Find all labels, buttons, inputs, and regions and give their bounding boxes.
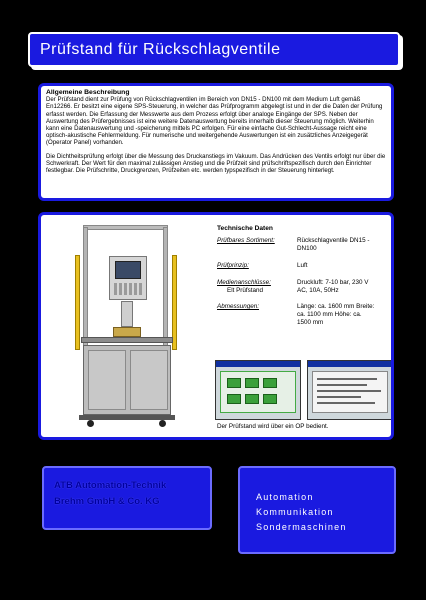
screen-field — [245, 378, 259, 388]
window-titlebar — [308, 361, 392, 367]
operator-panel-screen — [115, 261, 141, 279]
spec-row-abmessungen — [217, 303, 387, 329]
spec-label: Medienanschlüsse: — [217, 279, 271, 286]
op-screenshot-1 — [215, 360, 301, 420]
spec-value: Luft — [297, 262, 308, 269]
spec-label: Prüfbares Sortiment: — [217, 237, 275, 244]
valve-fixture — [113, 327, 141, 337]
frame-top — [83, 225, 168, 230]
screen-line — [317, 402, 375, 404]
company-name-line-2: Brehm GmbH & Co. KG — [54, 496, 160, 507]
technical-panel — [38, 212, 394, 440]
screen-field — [263, 394, 277, 404]
spec-label: Prüfprinzip: — [217, 262, 249, 269]
service-automation: Automation — [256, 492, 314, 502]
company-name-line-1: ATB Automation-Technik — [54, 480, 167, 491]
description-body — [46, 89, 388, 174]
window-content — [220, 371, 296, 413]
window-titlebar — [216, 361, 300, 367]
caster-left — [87, 420, 94, 427]
light-curtain-right — [172, 255, 177, 350]
description-paragraph-1: Der Prüfstand dient zur Prüfung von Rückschlagventilen im Bereich von DN15 - DN100 mit dem Medium Luft gemäß En12266. Er besitzt eine eigene SPS-Steuerung, in welcher das Prüfprogramm abgelegt ist und in der die Daten der Prüfung erfasst werden. Die Erfassung der Messwerte aus dem Prozess erfolgt über analoge Eingänge der SPS. Neben der Auswertung des Prüfergebnisses ist eine weitere Datenauswertung bereits innerhalb dieser Steuerung möglich. Weiterhin kann eine Datenauswertung und -speicherung mittels PC erfolgen. Für eine einfache Gut-Schlecht-Aussage reicht eine optisch-akustische Fehlermeldung. Für numerische und weitergehende Auswertungen ist ein zusätzliches Anzeigegerät (Operator Panel) vorhanden. — [46, 96, 383, 147]
screen-field — [245, 394, 259, 404]
spec-value: Länge: ca. 1600 mm Breite: ca. 1100 mm Höhe: ca. 1500 mm — [297, 303, 375, 326]
description-paragraph-2: Die Dichtheitsprüfung erfolgt über die Messung des Druckanstiegs im Vakuum. Das Andrücken des Ventils erfolgt nur über die Schwerkraft. Der Wert für den maximal zulässigen Anstieg und die Prüfzeit sind prüfschriftspezifisch durch den Einrichter festlegbar. Die Prüfschritte, Druckgrenzen, Prüfzeiten etc. werden typspezifisch in der Steuerung hinterlegt. — [46, 152, 386, 175]
base-cabinet — [83, 345, 171, 415]
screen-field — [263, 378, 277, 388]
spec-label: Abmessungen: — [217, 303, 260, 310]
op-screenshot-2 — [307, 360, 393, 420]
service-sondermaschinen: Sondermaschinen — [256, 522, 347, 532]
spec-row-medien — [217, 279, 387, 297]
screen-line — [317, 384, 367, 386]
page-title: Prüfstand für Rückschlagventile — [40, 41, 281, 58]
screen-line — [317, 390, 381, 392]
spec-row-sortiment — [217, 237, 387, 255]
services-panel — [238, 466, 396, 554]
screen-field — [227, 378, 241, 388]
op-screenshots — [215, 360, 391, 422]
cabinet-door-left — [88, 350, 126, 410]
operator-panel-keys — [114, 283, 142, 295]
press-cylinder — [121, 301, 133, 327]
spec-row-prinzip — [217, 262, 387, 272]
operator-panel — [109, 256, 147, 300]
spec-sublabel: Elt Prüfstand — [227, 287, 264, 294]
technical-heading: Technische Daten — [217, 225, 273, 232]
window-content — [312, 371, 388, 413]
company-panel — [42, 466, 212, 530]
screen-line — [317, 396, 361, 398]
work-table — [81, 337, 173, 343]
light-curtain-left — [75, 255, 80, 350]
screen-field — [227, 394, 241, 404]
spec-value: Druckluft: 7-10 bar, 230 V AC, 10A, 50Hz — [297, 279, 369, 294]
spec-value: Rückschlagventile DN15 - DN100 — [297, 237, 370, 252]
cabinet-door-right — [130, 350, 168, 410]
caster-right — [159, 420, 166, 427]
title-banner — [28, 32, 400, 67]
op-caption: Der Prüfstand wird über ein OP bedient. — [217, 423, 329, 430]
test-bench-photo — [55, 221, 201, 436]
description-panel — [38, 83, 394, 201]
service-kommunikation: Kommunikation — [256, 507, 334, 517]
screen-line — [317, 378, 377, 380]
description-heading: Allgemeine Beschreibung — [46, 89, 130, 96]
